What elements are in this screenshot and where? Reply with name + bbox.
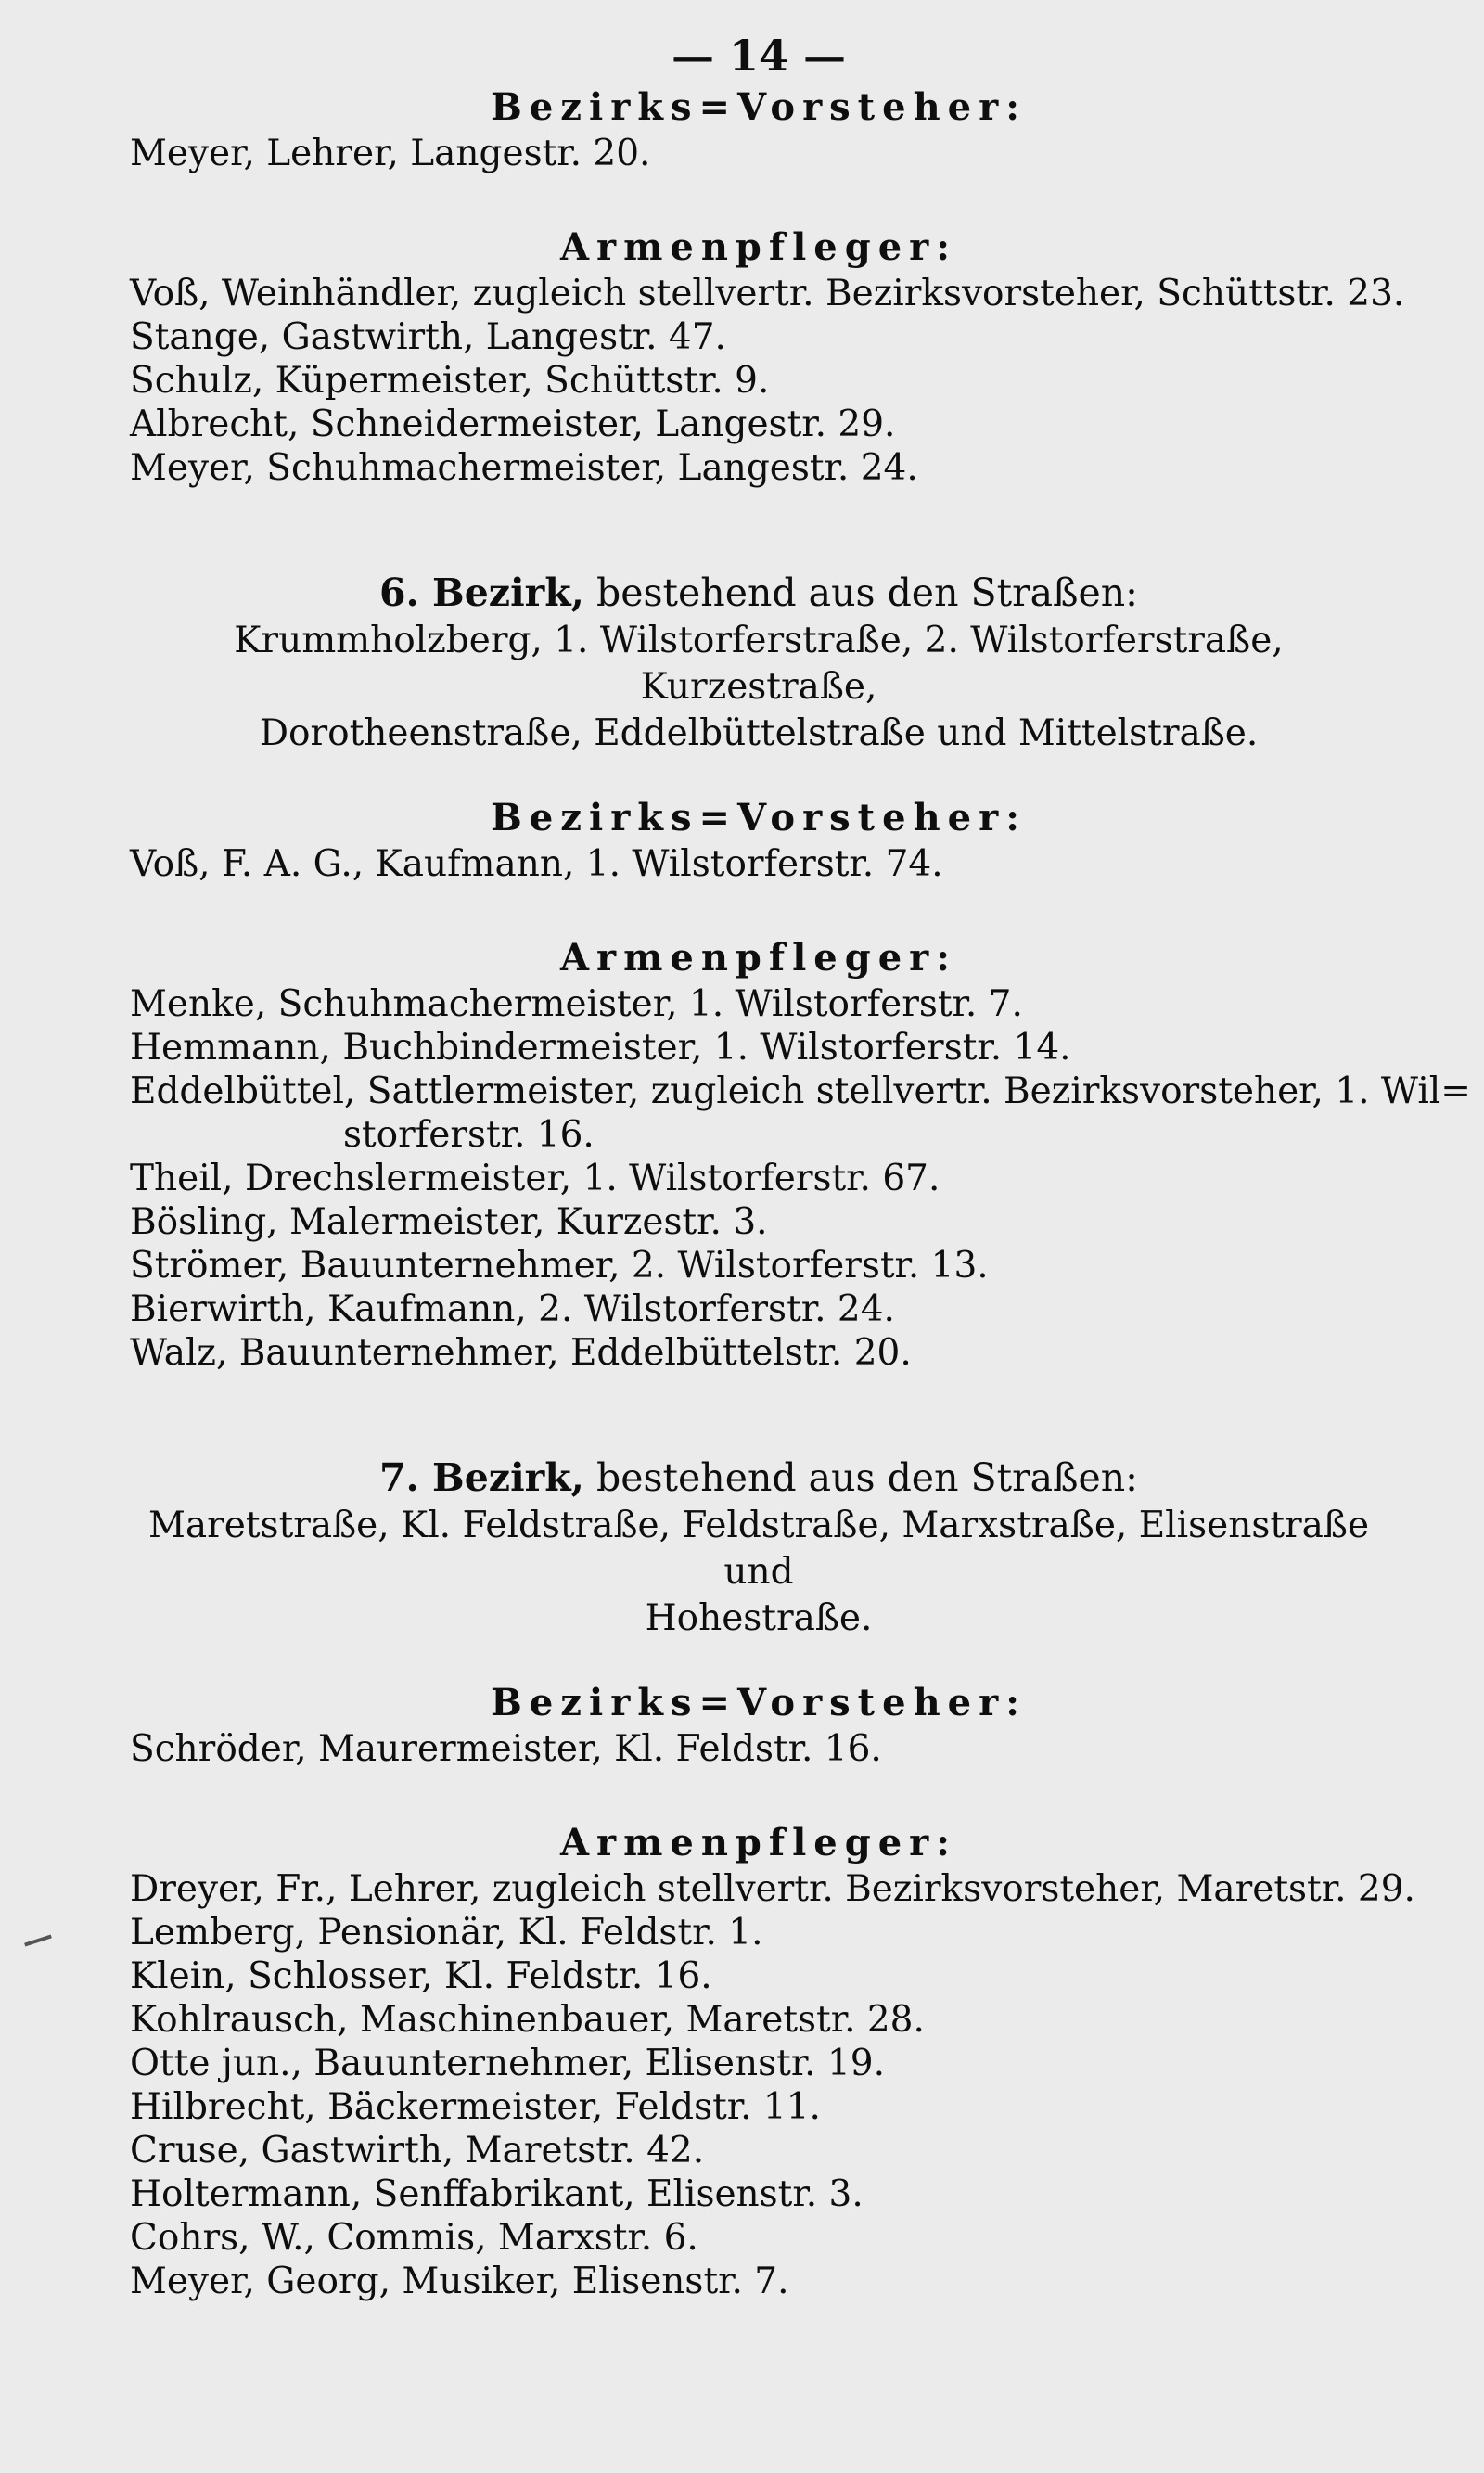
page-number: — 14 — xyxy=(671,31,847,81)
armenpfleger-entry: Schulz, Küpermeister, Schüttstr. 9. xyxy=(130,360,770,402)
armenpfleger-entry: Cruse, Gastwirth, Maretstr. 42. xyxy=(130,2130,705,2172)
armenpfleger-entry: Kohlrausch, Maschinenbauer, Maretstr. 28. xyxy=(130,1999,925,2041)
district-streets xyxy=(130,1503,1388,1642)
district-title xyxy=(130,568,1388,618)
district-6 xyxy=(130,568,1471,1375)
armenpfleger-entry: Stange, Gastwirth, Langestr. 47. xyxy=(130,316,726,358)
vorsteher-entry: Schröder, Maurermeister, Kl. Feldstr. 16. xyxy=(130,1728,882,1770)
district-number: 7. Bezirk, xyxy=(378,1455,584,1500)
armenpfleger-entry: Strömer, Bauunternehmer, 2. Wilstorferstr. 13. xyxy=(130,1245,989,1287)
streets-line: Maretstraße, Kl. Feldstraße, Feldstraße, Marxstraße, Elisenstraße und xyxy=(147,1505,1370,1593)
armenpfleger-entry: Lemberg, Pensionär, Kl. Feldstr. 1. xyxy=(130,1912,763,1954)
armenpfleger-heading: Armenpfleger: xyxy=(559,225,958,269)
vorsteher-entry: Meyer, Lehrer, Langestr. 20. xyxy=(130,133,651,174)
armenpfleger-entry: Theil, Drechslermeister, 1. Wilstorferstr. 67. xyxy=(130,1158,940,1199)
margin-mark xyxy=(24,1934,52,1946)
armenpfleger-entry: Meyer, Schuhmachermeister, Langestr. 24. xyxy=(130,447,918,489)
armenpfleger-entry: Hemmann, Buchbindermeister, 1. Wilstorferstr. 14. xyxy=(130,1027,1071,1069)
district-7 xyxy=(130,1453,1415,2303)
vorsteher-entry: Voß, F. A. G., Kaufmann, 1. Wilstorferstr. 74. xyxy=(130,843,943,885)
streets-line: Hohestraße. xyxy=(645,1597,873,1639)
armenpfleger-entry: Dreyer, Fr., Lehrer, zugleich stellvertr. Bezirksvorsteher, Maretstr. 29. xyxy=(130,1868,1415,1910)
streets-line: Krummholzberg, 1. Wilstorferstraße, 2. Wilstorferstraße, Kurzestraße, xyxy=(234,620,1284,708)
armenpfleger-heading: Armenpfleger: xyxy=(559,936,958,980)
vorsteher-heading: Bezirks=Vorsteher: xyxy=(491,85,1027,129)
vorsteher-heading: Bezirks=Vorsteher: xyxy=(491,1681,1027,1724)
top-section xyxy=(130,83,1405,490)
district-intro: bestehend aus den Straßen: xyxy=(596,570,1138,615)
continuation-text: storferstr. 16. xyxy=(343,1114,595,1156)
armenpfleger-entry: Cohrs, W., Commis, Marxstr. 6. xyxy=(130,2217,698,2259)
armenpfleger-entry: Menke, Schuhmachermeister, 1. Wilstorferstr. 7. xyxy=(130,983,1023,1025)
armenpfleger-heading: Armenpfleger: xyxy=(559,1821,958,1864)
armenpfleger-entry: Meyer, Georg, Musiker, Elisenstr. 7. xyxy=(130,2261,789,2302)
armenpfleger-entry: Holtermann, Senffabrikant, Elisenstr. 3. xyxy=(130,2173,864,2215)
armenpfleger-entry: Eddelbüttel, Sattlermeister, zugleich stellvertr. Bezirksvorsteher, 1. Wil= xyxy=(130,1070,1471,1112)
armenpfleger-entry: Albrecht, Schneidermeister, Langestr. 29. xyxy=(130,404,896,445)
vorsteher-heading: Bezirks=Vorsteher: xyxy=(491,796,1027,839)
armenpfleger-entry-continuation xyxy=(130,1113,1388,1157)
district-title xyxy=(130,1453,1388,1503)
armenpfleger-entry: Hilbrecht, Bäckermeister, Feldstr. 11. xyxy=(130,2086,821,2128)
armenpfleger-entry: Otte jun., Bauunternehmer, Elisenstr. 19. xyxy=(130,2043,885,2084)
district-streets xyxy=(130,618,1388,757)
armenpfleger-entry: Klein, Schlosser, Kl. Feldstr. 16. xyxy=(130,1955,712,1997)
streets-line: Dorotheenstraße, Eddelbüttelstraße und Mittelstraße. xyxy=(259,712,1259,754)
district-intro: bestehend aus den Straßen: xyxy=(596,1455,1138,1500)
armenpfleger-entry: Walz, Bauunternehmer, Eddelbüttelstr. 20. xyxy=(130,1332,912,1374)
armenpfleger-entry: Bösling, Malermeister, Kurzestr. 3. xyxy=(130,1201,768,1243)
armenpfleger-entry: Voß, Weinhändler, zugleich stellvertr. Bezirksvorsteher, Schüttstr. 23. xyxy=(130,273,1405,314)
armenpfleger-entry: Bierwirth, Kaufmann, 2. Wilstorferstr. 24. xyxy=(130,1288,895,1330)
district-number: 6. Bezirk, xyxy=(378,570,584,615)
